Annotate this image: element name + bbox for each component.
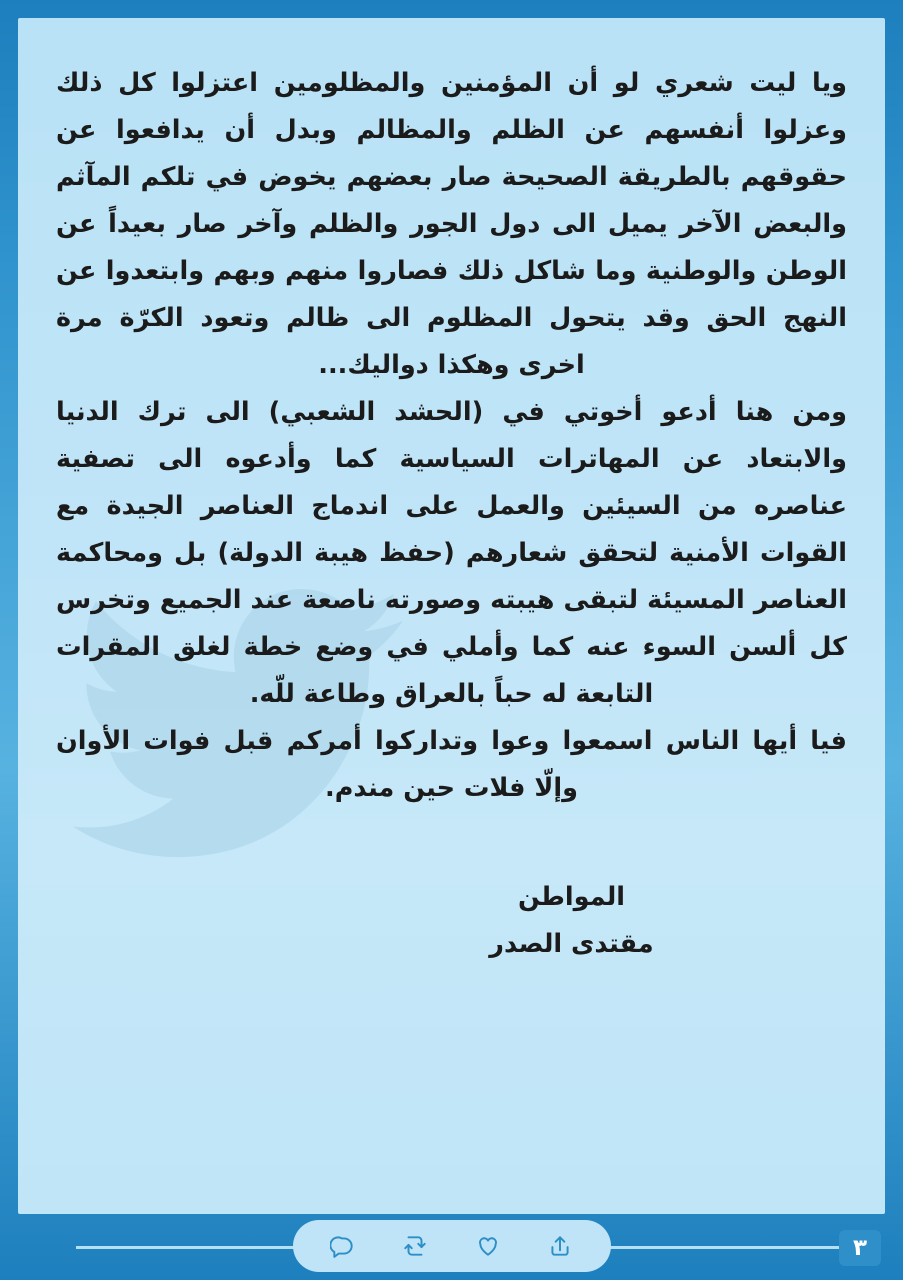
comment-icon[interactable]: [326, 1229, 360, 1263]
signature-line-1: المواطن: [517, 882, 626, 912]
document-body: [18, 18, 885, 968]
paragraph-1: ويا ليت شعري لو أن المؤمنين والمظلومين اعتزلوا كل ذلك وعزلوا أنفسهم عن الظلم والمظالم وبدل أن يدافعوا عن حقوقهم بالطريقة الصحيحة صار بعضهم يخوض في تلكم المآثم والبعض الآخر يميل الى دول الجور والظلم وآخر صار بعيداً عن الوطن والوطنية وما شاكل ذلك فصاروا منهم وبهم وابتعدوا عن النهج الحق وقد يتحول المظلوم الى ظالم وتعود الكرّة مرة اخرى وهكذا دواليك...: [56, 68, 847, 380]
document-card: [18, 18, 885, 1214]
bottom-bar: [0, 1216, 903, 1280]
page-number-badge: ٣: [839, 1230, 881, 1266]
paragraph-2: ومن هنا أدعو أخوتي في (الحشد الشعبي) الى ترك الدنيا والابتعاد عن المهاترات السياسية كما وأدعوه الى تصفية عناصره من السيئين والعمل على اندماج العناصر الجيدة مع القوات الأمنية لتحقق شعارهم (حفظ هيبة الدولة) بل ومحاكمة العناصر المسيئة لتبقى هيبته وصورته ناصعة عند الجميع وتخرس كل ألسن السوء عنه كما وأملي في وضع خطة لغلق المقرات التابعة له حباً بالعراق وطاعة للّه.: [56, 397, 847, 709]
signature-block: [56, 874, 847, 968]
paragraph-3: فيا أيها الناس اسمعوا وعوا وتداركوا أمركم قبل فوات الأوان وإلّا فلات حين مندم.: [56, 726, 847, 803]
signature-line-2: مقتدى الصدر: [489, 929, 654, 959]
retweet-icon[interactable]: [398, 1229, 432, 1263]
share-icon[interactable]: [543, 1229, 577, 1263]
heart-icon[interactable]: [471, 1229, 505, 1263]
tweet-actions-bar: [293, 1220, 611, 1272]
